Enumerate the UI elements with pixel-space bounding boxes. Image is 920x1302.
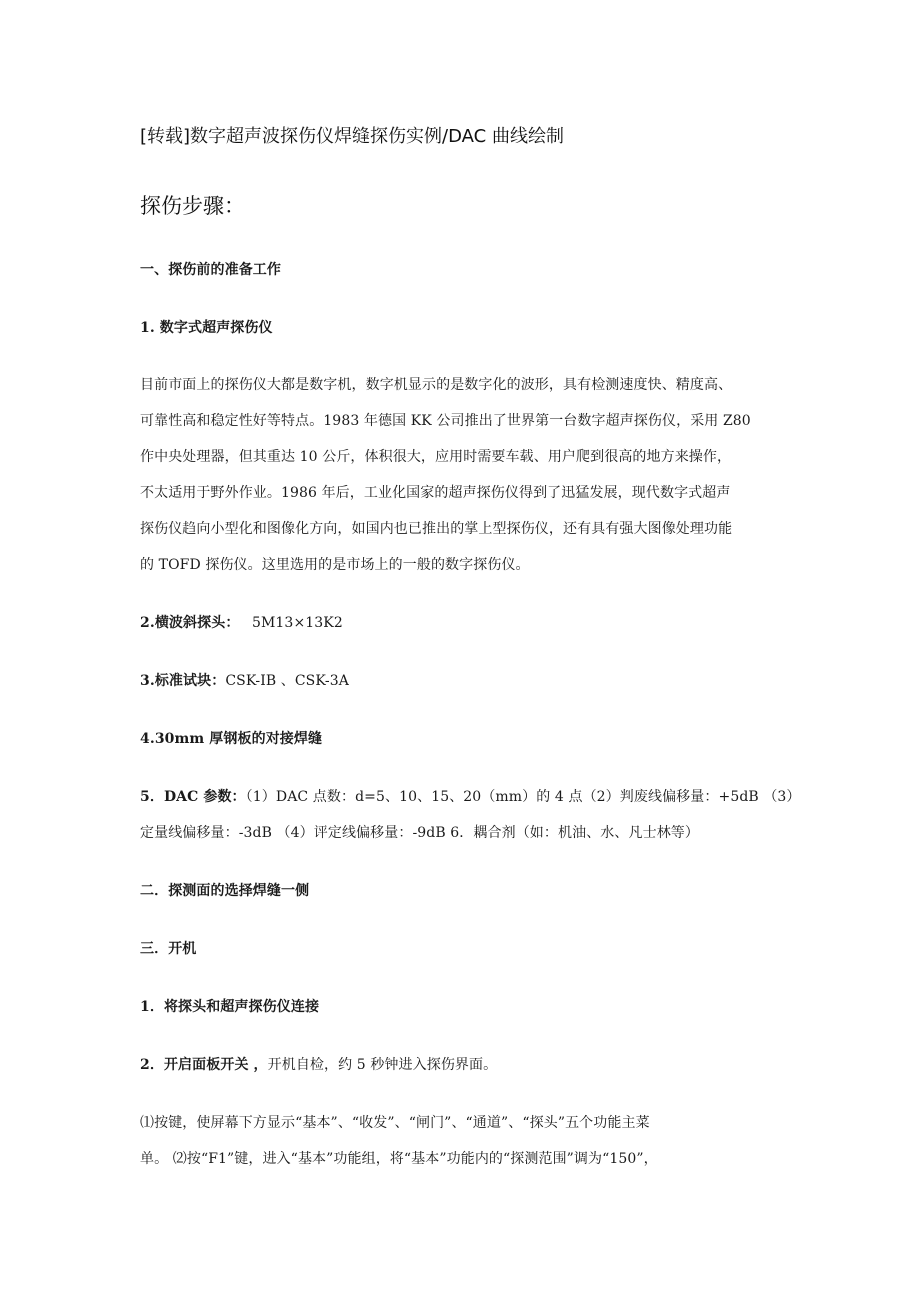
item-test-block-value: CSK-IB 、CSK-3A <box>225 673 349 689</box>
step-open-panel-rest: 开机自检，约 5 秒钟进入探伤界面。 <box>267 1057 498 1073</box>
item-test-block <box>140 671 349 691</box>
step-connect-probe: 1．将探头和超声探伤仪连接 <box>140 999 320 1015</box>
item-angle-probe-value: 5M13×13K2 <box>251 615 343 631</box>
item-angle-probe <box>140 613 343 633</box>
item-digital-flaw-detector: 1. 数字式超声探伤仪 <box>140 320 273 336</box>
paragraph2-line2: 单。 ⑵按“F1”键，进入“基本”功能组，将“基本”功能内的“探测范围”调为“150”， <box>140 1151 658 1167</box>
item-dac-line1-rest: （1）DAC 点数：d=5、10、15、20（mm）的 4 点（2）判废线偏移量：+5dB （3） <box>245 789 801 805</box>
paragraph1-line6: 的 TOFD 探伤仪。这里选用的是市场上的一般的数字探伤仪。 <box>140 557 530 573</box>
paragraph1-line5: 探伤仪趋向小型化和图像化方向，如国内也已推出的掌上型探伤仪，还有具有强大图像处理功能 <box>140 521 733 537</box>
document-title: [转载]数字超声波探伤仪焊缝探伤实例/DAC 曲线绘制 <box>140 126 564 147</box>
item-dac-parameters <box>140 787 801 807</box>
section-scan-surface: 二．探测面的选择焊缝一侧 <box>140 883 310 899</box>
item-dac-line2: 定量线偏移量：-3dB （4）评定线偏移量：-9dB 6．耦合剂（如：机油、水、凡士林等） <box>140 825 699 841</box>
paragraph1-line2: 可靠性高和稳定性好等特点。1983 年德国 KK 公司推出了世界第一台数字超声探伤仪，采用 Z80 <box>140 413 751 429</box>
item-butt-weld: 4.30mm 厚钢板的对接焊缝 <box>140 731 323 747</box>
paragraph2-line1: ⑴按键，使屏幕下方显示“基本”、“收发”、“闸门”、“通道”、“探头”五个功能主菜 <box>140 1115 650 1131</box>
section-power-on: 三．开机 <box>140 941 197 957</box>
step-open-panel-label: 2．开启面板开关 ， <box>140 1057 268 1073</box>
item-angle-probe-label: 2.横波斜探头： <box>140 615 240 631</box>
paragraph1-line3: 作中央处理器，但其重达 10 公斤，体积很大，应用时需要车载、用户爬到很高的地方来操作， <box>140 449 732 465</box>
paragraph1-line4: 不太适用于野外作业。1986 年后，工业化国家的超声探伤仪得到了迅猛发展，现代数字式超声 <box>140 485 731 501</box>
step-open-panel <box>140 1055 497 1075</box>
section-preparation: 一、探伤前的准备工作 <box>140 262 281 278</box>
item-test-block-label: 3.标准试块： <box>140 673 226 689</box>
paragraph1-line1: 目前市面上的探伤仪大都是数字机，数字机显示的是数字化的波形，具有检测速度快、精度高、 <box>140 377 733 393</box>
item-dac-label: 5．DAC 参数： <box>140 789 246 805</box>
steps-heading: 探伤步骤： <box>140 194 245 218</box>
